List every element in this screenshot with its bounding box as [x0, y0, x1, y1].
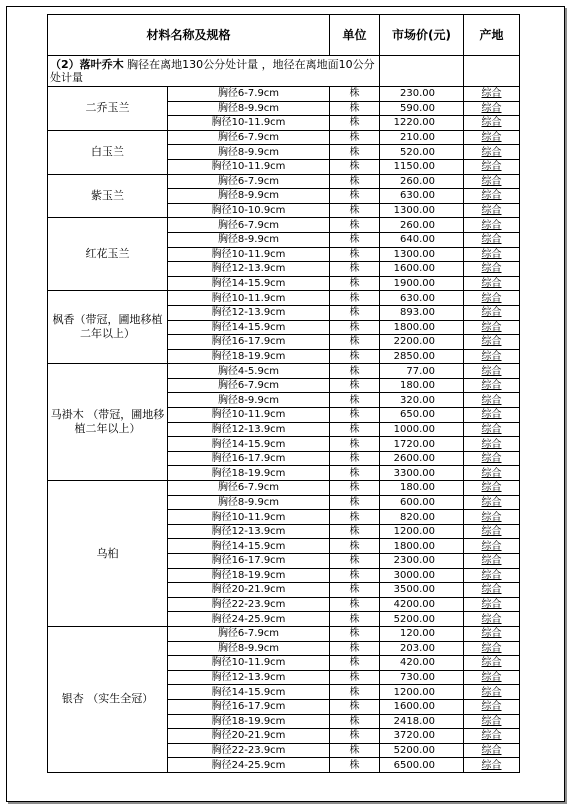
price-cell: 650.00: [380, 408, 464, 423]
price-cell: 210.00: [380, 130, 464, 145]
spec-cell: 胸径6-7.9cm: [168, 218, 330, 233]
price-cell: 230.00: [380, 87, 464, 102]
spec-cell: 胸径10-11.9cm: [168, 159, 330, 174]
origin-cell: 综合: [464, 685, 520, 700]
price-cell: 203.00: [380, 641, 464, 656]
unit-cell: 株: [330, 364, 380, 379]
species-name: 乌桕: [48, 481, 168, 627]
origin-cell: 综合: [464, 612, 520, 627]
origin-cell: 综合: [464, 87, 520, 102]
price-cell: 2600.00: [380, 451, 464, 466]
section-title-bold: （2）落叶乔木: [50, 58, 124, 71]
section-price-cell: [380, 56, 464, 87]
origin-cell: 综合: [464, 729, 520, 744]
origin-cell: 综合: [464, 335, 520, 350]
unit-cell: 株: [330, 422, 380, 437]
unit-cell: 株: [330, 714, 380, 729]
section-origin-cell: [464, 56, 520, 87]
spec-cell: 胸径18-19.9cm: [168, 466, 330, 481]
header-unit: 单位: [330, 15, 380, 56]
price-cell: 730.00: [380, 670, 464, 685]
unit-cell: 株: [330, 539, 380, 554]
origin-cell: 综合: [464, 174, 520, 189]
section-row: [48, 56, 520, 87]
origin-cell: 综合: [464, 320, 520, 335]
price-cell: 1600.00: [380, 262, 464, 277]
unit-cell: 株: [330, 626, 380, 641]
origin-cell: 综合: [464, 232, 520, 247]
spec-cell: 胸径18-19.9cm: [168, 568, 330, 583]
price-cell: 1800.00: [380, 539, 464, 554]
unit-cell: 株: [330, 378, 380, 393]
price-cell: 1720.00: [380, 437, 464, 452]
spec-cell: 胸径14-15.9cm: [168, 539, 330, 554]
unit-cell: 株: [330, 670, 380, 685]
spec-cell: 胸径24-25.9cm: [168, 758, 330, 773]
unit-cell: 株: [330, 203, 380, 218]
spec-cell: 胸径24-25.9cm: [168, 612, 330, 627]
species-name: 紫玉兰: [48, 174, 168, 218]
unit-cell: 株: [330, 232, 380, 247]
unit-cell: 株: [330, 276, 380, 291]
unit-cell: 株: [330, 481, 380, 496]
price-cell: 120.00: [380, 626, 464, 641]
price-cell: 1220.00: [380, 116, 464, 131]
price-cell: 4200.00: [380, 597, 464, 612]
price-cell: 180.00: [380, 481, 464, 496]
table-row: [48, 130, 520, 145]
origin-cell: 综合: [464, 364, 520, 379]
unit-cell: 株: [330, 758, 380, 773]
unit-cell: 株: [330, 743, 380, 758]
unit-cell: 株: [330, 116, 380, 131]
price-cell: 1200.00: [380, 685, 464, 700]
spec-cell: 胸径8-9.9cm: [168, 145, 330, 160]
table-row: [48, 481, 520, 496]
price-cell: 1900.00: [380, 276, 464, 291]
species-name: 二乔玉兰: [48, 87, 168, 131]
spec-cell: 胸径14-15.9cm: [168, 685, 330, 700]
spec-cell: 胸径14-15.9cm: [168, 276, 330, 291]
origin-cell: 综合: [464, 451, 520, 466]
origin-cell: 综合: [464, 466, 520, 481]
section-title-rest: 胸径在离地130公分处计量 ，地径在离地面10公分处计量: [50, 58, 375, 84]
price-cell: 1200.00: [380, 524, 464, 539]
origin-cell: 综合: [464, 189, 520, 204]
spec-cell: 胸径12-13.9cm: [168, 422, 330, 437]
unit-cell: 株: [330, 87, 380, 102]
origin-cell: 综合: [464, 583, 520, 598]
origin-cell: 综合: [464, 626, 520, 641]
origin-cell: 综合: [464, 291, 520, 306]
spec-cell: 胸径10-11.9cm: [168, 291, 330, 306]
unit-cell: 株: [330, 218, 380, 233]
table-row: [48, 218, 520, 233]
origin-cell: 综合: [464, 116, 520, 131]
table-row: [48, 364, 520, 379]
unit-cell: 株: [330, 554, 380, 569]
unit-cell: 株: [330, 335, 380, 350]
price-cell: 520.00: [380, 145, 464, 160]
unit-cell: 株: [330, 101, 380, 116]
unit-cell: 株: [330, 656, 380, 671]
price-cell: 893.00: [380, 305, 464, 320]
species-name: 白玉兰: [48, 130, 168, 174]
table-row: [48, 291, 520, 306]
spec-cell: 胸径8-9.9cm: [168, 641, 330, 656]
species-name: 马褂木 （带冠，圃地移植二年以上）: [48, 364, 168, 481]
unit-cell: 株: [330, 247, 380, 262]
spec-cell: 胸径12-13.9cm: [168, 262, 330, 277]
origin-cell: 综合: [464, 393, 520, 408]
price-cell: 1150.00: [380, 159, 464, 174]
price-cell: 1300.00: [380, 247, 464, 262]
unit-cell: 株: [330, 320, 380, 335]
spec-cell: 胸径16-17.9cm: [168, 451, 330, 466]
spec-cell: 胸径8-9.9cm: [168, 232, 330, 247]
spec-cell: 胸径12-13.9cm: [168, 524, 330, 539]
unit-cell: 株: [330, 568, 380, 583]
spec-cell: 胸径10-11.9cm: [168, 116, 330, 131]
unit-cell: 株: [330, 189, 380, 204]
unit-cell: 株: [330, 685, 380, 700]
unit-cell: 株: [330, 174, 380, 189]
spec-cell: 胸径8-9.9cm: [168, 189, 330, 204]
unit-cell: 株: [330, 524, 380, 539]
unit-cell: 株: [330, 437, 380, 452]
unit-cell: 株: [330, 597, 380, 612]
origin-cell: 综合: [464, 656, 520, 671]
price-cell: 1000.00: [380, 422, 464, 437]
price-cell: 180.00: [380, 378, 464, 393]
unit-cell: 株: [330, 291, 380, 306]
origin-cell: 综合: [464, 349, 520, 364]
origin-cell: 综合: [464, 218, 520, 233]
origin-cell: 综合: [464, 276, 520, 291]
spec-cell: 胸径6-7.9cm: [168, 87, 330, 102]
spec-cell: 胸径10-11.9cm: [168, 656, 330, 671]
price-cell: 2300.00: [380, 554, 464, 569]
price-cell: 5200.00: [380, 612, 464, 627]
spec-cell: 胸径6-7.9cm: [168, 481, 330, 496]
origin-cell: 综合: [464, 743, 520, 758]
spec-cell: 胸径22-23.9cm: [168, 597, 330, 612]
spec-cell: 胸径22-23.9cm: [168, 743, 330, 758]
origin-cell: 综合: [464, 481, 520, 496]
spec-cell: 胸径16-17.9cm: [168, 335, 330, 350]
table-row: [48, 626, 520, 641]
unit-cell: 株: [330, 451, 380, 466]
origin-cell: 综合: [464, 247, 520, 262]
header-name: 材料名称及规格: [48, 15, 330, 56]
price-cell: 3300.00: [380, 466, 464, 481]
origin-cell: 综合: [464, 378, 520, 393]
spec-cell: 胸径10-11.9cm: [168, 247, 330, 262]
price-table: [47, 14, 520, 773]
species-name: 银杏 （实生全冠）: [48, 626, 168, 772]
spec-cell: 胸径10-11.9cm: [168, 408, 330, 423]
species-name: 红花玉兰: [48, 218, 168, 291]
origin-cell: 综合: [464, 510, 520, 525]
price-cell: 820.00: [380, 510, 464, 525]
origin-cell: 综合: [464, 670, 520, 685]
price-cell: 630.00: [380, 189, 464, 204]
price-cell: 6500.00: [380, 758, 464, 773]
spec-cell: 胸径18-19.9cm: [168, 714, 330, 729]
price-cell: 2200.00: [380, 335, 464, 350]
section-title: [48, 56, 380, 87]
origin-cell: 综合: [464, 130, 520, 145]
origin-cell: 综合: [464, 539, 520, 554]
origin-cell: 综合: [464, 145, 520, 160]
price-cell: 3500.00: [380, 583, 464, 598]
price-cell: 2850.00: [380, 349, 464, 364]
unit-cell: 株: [330, 393, 380, 408]
spec-cell: 胸径18-19.9cm: [168, 349, 330, 364]
price-cell: 630.00: [380, 291, 464, 306]
spec-cell: 胸径6-7.9cm: [168, 378, 330, 393]
origin-cell: 综合: [464, 554, 520, 569]
price-cell: 600.00: [380, 495, 464, 510]
spec-cell: 胸径12-13.9cm: [168, 305, 330, 320]
origin-cell: 综合: [464, 597, 520, 612]
origin-cell: 综合: [464, 495, 520, 510]
unit-cell: 株: [330, 145, 380, 160]
header-price: 市场价(元): [380, 15, 464, 56]
unit-cell: 株: [330, 612, 380, 627]
price-cell: 260.00: [380, 218, 464, 233]
unit-cell: 株: [330, 262, 380, 277]
price-cell: 320.00: [380, 393, 464, 408]
spec-cell: 胸径20-21.9cm: [168, 729, 330, 744]
spec-cell: 胸径14-15.9cm: [168, 320, 330, 335]
spec-cell: 胸径4-5.9cm: [168, 364, 330, 379]
spec-cell: 胸径14-15.9cm: [168, 437, 330, 452]
origin-cell: 综合: [464, 437, 520, 452]
origin-cell: 综合: [464, 101, 520, 116]
price-cell: 260.00: [380, 174, 464, 189]
unit-cell: 株: [330, 305, 380, 320]
spec-cell: 胸径16-17.9cm: [168, 554, 330, 569]
origin-cell: 综合: [464, 422, 520, 437]
origin-cell: 综合: [464, 305, 520, 320]
price-cell: 1300.00: [380, 203, 464, 218]
spec-cell: 胸径8-9.9cm: [168, 495, 330, 510]
price-cell: 3720.00: [380, 729, 464, 744]
unit-cell: 株: [330, 408, 380, 423]
unit-cell: 株: [330, 349, 380, 364]
unit-cell: 株: [330, 130, 380, 145]
unit-cell: 株: [330, 641, 380, 656]
origin-cell: 综合: [464, 714, 520, 729]
spec-cell: 胸径6-7.9cm: [168, 130, 330, 145]
spec-cell: 胸径12-13.9cm: [168, 670, 330, 685]
unit-cell: 株: [330, 159, 380, 174]
origin-cell: 综合: [464, 203, 520, 218]
origin-cell: 综合: [464, 159, 520, 174]
origin-cell: 综合: [464, 568, 520, 583]
origin-cell: 综合: [464, 699, 520, 714]
spec-cell: 胸径8-9.9cm: [168, 393, 330, 408]
table-row: [48, 174, 520, 189]
spec-cell: 胸径16-17.9cm: [168, 699, 330, 714]
price-cell: 420.00: [380, 656, 464, 671]
unit-cell: 株: [330, 495, 380, 510]
table-header-row: [48, 15, 520, 56]
price-cell: 640.00: [380, 232, 464, 247]
price-cell: 5200.00: [380, 743, 464, 758]
origin-cell: 综合: [464, 408, 520, 423]
unit-cell: 株: [330, 510, 380, 525]
species-name: 枫香（带冠，圃地移植二年以上）: [48, 291, 168, 364]
origin-cell: 综合: [464, 262, 520, 277]
price-cell: 1600.00: [380, 699, 464, 714]
origin-cell: 综合: [464, 641, 520, 656]
unit-cell: 株: [330, 699, 380, 714]
spec-cell: 胸径10-11.9cm: [168, 510, 330, 525]
spec-cell: 胸径6-7.9cm: [168, 626, 330, 641]
spec-cell: 胸径10-10.9cm: [168, 203, 330, 218]
price-cell: 1800.00: [380, 320, 464, 335]
origin-cell: 综合: [464, 758, 520, 773]
unit-cell: 株: [330, 729, 380, 744]
origin-cell: 综合: [464, 524, 520, 539]
header-origin: 产地: [464, 15, 520, 56]
spec-cell: 胸径20-21.9cm: [168, 583, 330, 598]
unit-cell: 株: [330, 466, 380, 481]
price-cell: 3000.00: [380, 568, 464, 583]
table-row: [48, 87, 520, 102]
price-cell: 590.00: [380, 101, 464, 116]
price-cell: 2418.00: [380, 714, 464, 729]
spec-cell: 胸径8-9.9cm: [168, 101, 330, 116]
unit-cell: 株: [330, 583, 380, 598]
spec-cell: 胸径6-7.9cm: [168, 174, 330, 189]
price-cell: 77.00: [380, 364, 464, 379]
